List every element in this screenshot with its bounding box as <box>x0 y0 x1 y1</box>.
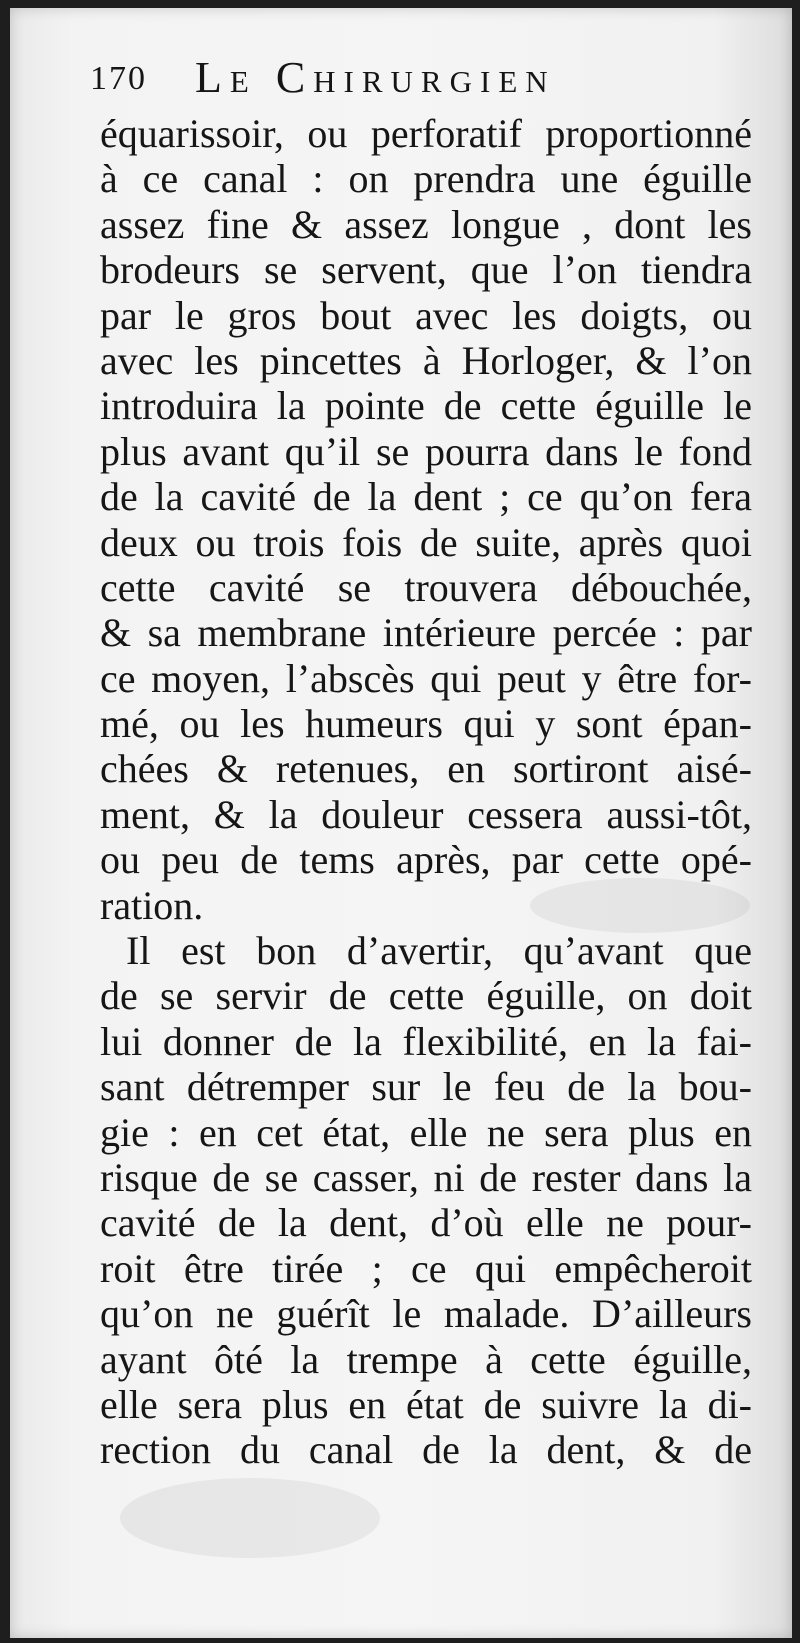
text-line: qu’on ne guérît le malade. D’ailleurs <box>100 1291 752 1337</box>
text-line: à ce canal : on prendra une éguille <box>100 156 752 202</box>
book-page <box>10 8 792 1638</box>
text-line: lui donner de la flexibilité, en la fai- <box>100 1018 752 1064</box>
text-line: par le gros bout avec les doigts, ou <box>100 292 752 338</box>
text-line: ration. <box>100 882 204 928</box>
text-line: chées & retenues, en sortiront aisé- <box>100 746 752 792</box>
text-line: de la cavité de la dent ; ce qu’on fera <box>100 474 752 520</box>
text-line: cette cavité se trouvera débouchée, <box>100 564 752 610</box>
text-line: elle sera plus en état de suivre la di- <box>100 1381 752 1427</box>
text-line: équarissoir, ou perforatif proportionné <box>100 111 752 156</box>
text-line: sant détremper sur le feu de la bou- <box>100 1064 752 1110</box>
text-line: cavité de la dent, d’où elle ne pour- <box>100 1200 752 1246</box>
text-line: mé, ou les humeurs qui y sont épan- <box>100 701 752 747</box>
text-line: Il est bon d’avertir, qu’avant que <box>126 928 752 974</box>
text-line: deux ou trois fois de suite, après quoi <box>100 519 752 565</box>
text-line: risque de se casser, ni de rester dans la <box>100 1154 752 1200</box>
text-line: plus avant qu’il se pourra dans le fond <box>100 428 752 474</box>
running-title: Le Chirurgien <box>195 53 556 102</box>
page-number: 170 <box>90 60 147 97</box>
text-line: assez fine & assez longue , dont les <box>100 201 752 247</box>
text-line: introduira la pointe de cette éguille le <box>100 383 752 429</box>
text-line: & sa membrane intérieure percée : par <box>100 610 752 656</box>
text-line: gie : en cet état, elle ne sera plus en <box>100 1109 752 1155</box>
text-line: avec les pincettes à Horloger, & l’on <box>100 337 752 383</box>
running-header <box>90 50 690 110</box>
body-text <box>100 111 752 1473</box>
text-line: roit être tirée ; ce qui empêcheroit <box>100 1245 752 1291</box>
page-stain <box>120 1478 380 1558</box>
text-line: ce moyen, l’abscès qui peut y être for- <box>100 655 752 701</box>
text-line: ayant ôté la trempe à cette éguille, <box>100 1336 752 1382</box>
text-line: ment, & la douleur cessera aussi-tôt, <box>100 791 752 837</box>
text-line: rection du canal de la dent, & de <box>100 1427 752 1473</box>
text-line: ou peu de tems après, par cette opé- <box>100 837 752 883</box>
text-line: brodeurs se servent, que l’on tiendra <box>100 247 752 293</box>
text-line: de se servir de cette éguille, on doit <box>100 973 752 1019</box>
